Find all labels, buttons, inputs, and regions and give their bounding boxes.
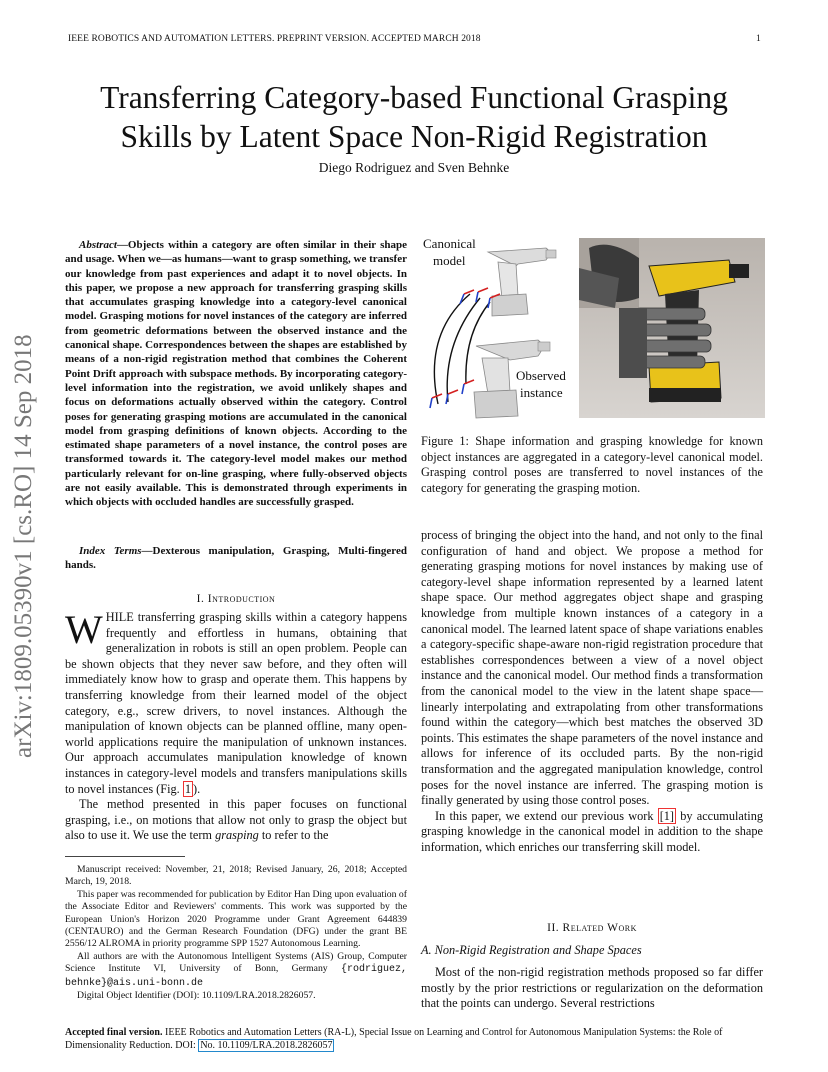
accepted-text: IEEE Robotics and Automation Letters (RA-L), Special Issue on Learning and Control for Autonomous Manipulation Systems: the Role of Dimensionality Reduction. DOI:	[65, 1027, 723, 1052]
title-line-2: Skills by Latent Space Non-Rigid Registration	[120, 119, 708, 154]
section2-number: II.	[547, 922, 560, 934]
citation-link-1[interactable]: [1]	[659, 808, 675, 823]
dropcap: W	[65, 607, 103, 652]
footnote-received: Manuscript received: November, 21, 2018; Revised January, 26, 2018; Accepted March, 19, 2018.	[65, 864, 407, 888]
grasping-term: grasping	[215, 828, 259, 843]
footnote-editor: This paper was recommended for publication by Editor Han Ding upon evaluation of the Associate Editor and Reviewers' comments. This work was supported by the European Union's Horizon 2020 Programme under Grant Agreement 644839 (CENTAURO) and the German Research Foundation (DFG) under the grant BE 2556/12 ALROMA in priority programme SPP 1527 Autonomous Learning.	[65, 888, 407, 950]
section-heading-introduction	[65, 593, 407, 605]
paper-title	[40, 78, 788, 156]
footnote-rule	[65, 856, 185, 857]
intro-text-2a: The method presented in this paper focuses on functional grasping, i.e., on motions that allow not only to grasp the object but also to use it. We use the term	[65, 797, 407, 843]
right-column-body	[421, 528, 763, 855]
intro-text-1-end: ).	[193, 781, 201, 796]
figure-diagram	[418, 234, 576, 428]
accepted-label: Accepted final version.	[65, 1027, 163, 1038]
transfer-arrows	[434, 294, 490, 404]
abstract-text: —Objects within a category are often similar in their shape and usage. When we—as humans—want to grasp something, we transfer our knowledge from past experiences and adapt it to novel objects. In this paper, we propose a new approach for transferring grasping skills that accumulates grasping knowledge into a category-level canonical model. Grasping motions for novel instances of the category are inferred from geometric deformations between the observed instance and the canonical shape. Correspondences between the shapes are established by means of a non-rigid registration method that combines the Coherent Point Drift approach with subspace methods. By incorporating category-level information into the registration, we avoid unlikely shapes and focus on deformations actually observed within the category. Control poses for generating grasping motions are accumulated in the canonical model from grasping definitions of known objects. According to the estimated shape parameters of a novel instance, the control poses are transformed towards it. The category-level model makes our method particularly relevant for on-line grasping, where fully-observed objects are not easily available. This is demonstrated through experiments in which objects with occluded handles are successfully grasped.	[65, 239, 407, 509]
footnote-affiliation	[65, 951, 407, 990]
section2-title: Related Work	[562, 922, 637, 934]
label-observed-1: Observed	[516, 368, 566, 383]
author-emails[interactable]: {rodriguez, behnke}@ais.uni-bonn.de	[65, 964, 407, 989]
related-work-paragraph: Most of the non-rigid registration methods proposed so far differ mostly by the prior restrictions or regularization on the deformation that the points can undergo. Several restrictions	[421, 965, 763, 1011]
running-header: IEEE ROBOTICS AND AUTOMATION LETTERS. PREPRINT VERSION. ACCEPTED MARCH 2018	[68, 34, 481, 44]
page-number: 1	[756, 34, 761, 44]
figure-ref-link[interactable]: 1	[184, 781, 191, 796]
abstract-label: Abstract	[79, 239, 117, 251]
accepted-version-note	[65, 1026, 763, 1053]
figure-caption: Figure 1: Shape information and grasping knowledge for known object instances are aggregated in a category-level canonical model. Grasping control poses are transferred to novel instances of the category for generating the grasping motion.	[421, 434, 763, 495]
paragraph-method: process of bringing the object into the hand, and not only to the final configuration of hand and object. We propose a method for generating grasping motions for novel instances by making use of category-level shape information represented by a learned latent shape space. Our method aggregates object shape and grasping knowledge from multiple known instances of a category in a canonical model. The learned latent space of shape variations enables a category-specific shape-aware non-rigid registration procedure that establishes correspondences between a view of a novel object instance and the canonical model. Our method finds a transformation from the canonical model to the view in the latent shape space—linearly interpolating and extrapolating from other transformations found within the category—which best matches the observed 3D points. This estimates the shape parameters of the novel instance and allows for inference of its occluded parts. By the non-rigid transformation and the aggregated manipulation knowledge, control poses for the novel instance are inferred. The grasping motion is finally generated by using those control poses.	[421, 528, 763, 808]
intro-text-2b: to refer to the	[261, 828, 329, 843]
label-canonical-2: model	[433, 253, 466, 268]
section-title: Introduction	[207, 593, 276, 605]
affiliation-text: All authors are with the Autonomous Intelligent Systems (AIS) Group, Computer Science Institute VI, University of Bonn, Germany	[65, 950, 407, 975]
arxiv-stamp-text: arXiv:1809.05390v1 [cs.RO] 14 Sep 2018	[10, 334, 37, 758]
index-terms-label: Index Terms	[79, 545, 142, 557]
authors: Diego Rodriguez and Sven Behnke	[318, 160, 510, 175]
abstract	[65, 238, 407, 510]
title-line-1: Transferring Category-based Functional Grasping	[100, 80, 728, 115]
intro-paragraph-1	[65, 607, 407, 797]
label-canonical-1: Canonical	[423, 236, 476, 251]
paragraph-extension	[421, 809, 763, 856]
extension-text-a: In this paper, we extend our previous work	[435, 808, 654, 823]
robot-hand-photo	[579, 238, 765, 418]
intro-text-1: HILE transferring grasping skills within a category happens frequently and effortless in humans, obtaining that generalization in robots is still an open problem. People can be shown objects that they never saw before, and they often will immediately know how to grasp and operate them. This happens by transferring knowledge from their learned model of the object category, e.g., screw drivers, to novel instances. Although the manipulation of known objects can be planned offline, many open-world applications require the manipulation of unknown instances. Our approach accumulates manipulation knowledge of known instances in category-level models and transfers manipulations skills to novel instances (Fig.	[65, 610, 407, 796]
introduction-body	[65, 607, 407, 844]
footnotes	[65, 864, 407, 1002]
section-heading-related-work	[421, 922, 763, 934]
canonical-drill-icon	[488, 248, 556, 316]
index-terms-text: —Dexterous manipulation, Grasping, Multi-fingered hands.	[65, 545, 407, 572]
doi-link[interactable]: No. 10.1109/LRA.2018.2826057	[200, 1040, 333, 1052]
subsection-heading: A. Non-Rigid Registration and Shape Spaces	[421, 943, 642, 957]
index-terms	[65, 544, 407, 573]
intro-paragraph-2	[65, 797, 407, 844]
extension-text-b: by accumulating grasping knowledge in the canonical model in addition to the shape information, which enriches our transferring skill model.	[421, 808, 763, 854]
section-number: I.	[196, 593, 205, 605]
footnote-doi: Digital Object Identifier (DOI): 10.1109/LRA.2018.2826057.	[77, 990, 316, 1002]
arxiv-stamp	[6, 288, 40, 758]
label-observed-2: instance	[520, 385, 563, 400]
